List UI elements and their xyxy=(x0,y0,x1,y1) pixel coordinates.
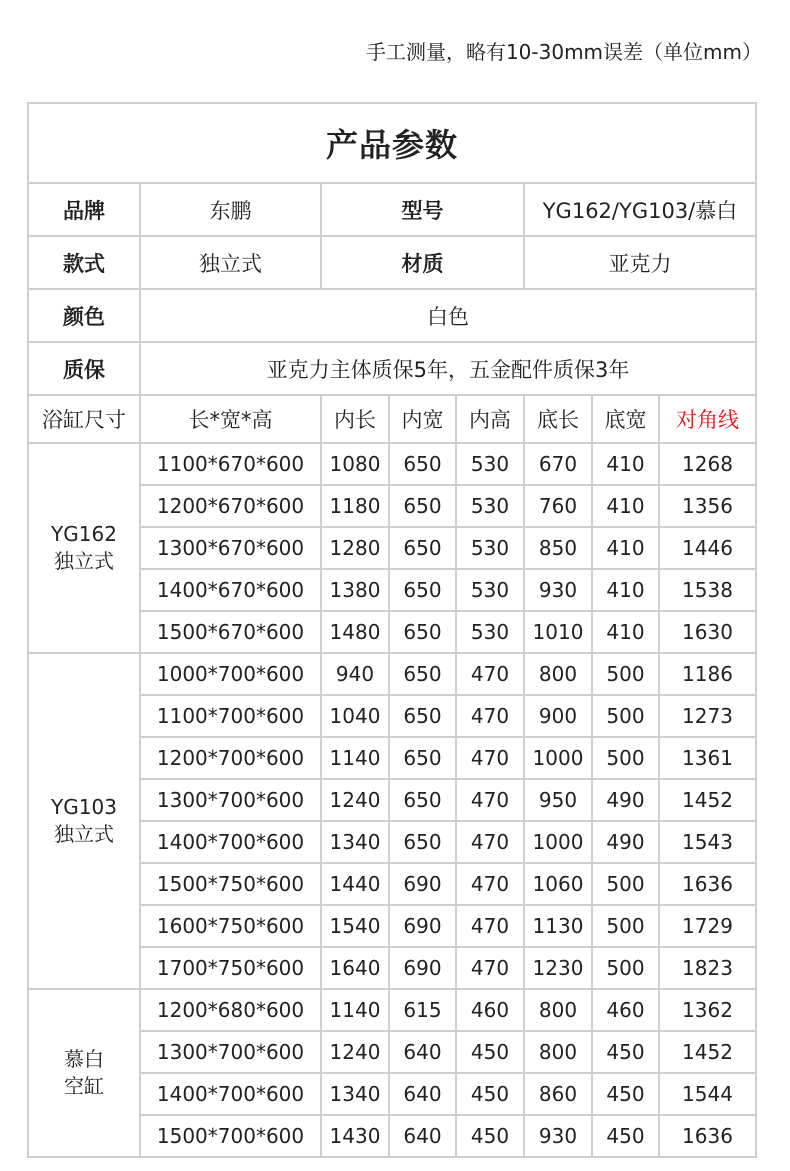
diagonal-cell: 1186 xyxy=(659,653,756,695)
dimensions-cell: 1400*670*600 xyxy=(140,569,321,611)
inner-height-cell: 530 xyxy=(456,527,524,569)
base-length-cell: 1130 xyxy=(524,905,592,947)
inner-width-cell: 650 xyxy=(389,527,456,569)
inner-height-cell: 470 xyxy=(456,947,524,989)
diagonal-cell: 1268 xyxy=(659,443,756,485)
measurement-note: 手工测量，略有10-30mm误差（单位mm） xyxy=(365,40,762,64)
color-value: 白色 xyxy=(140,289,756,342)
base-width-cell: 450 xyxy=(592,1115,659,1157)
inner-length-cell: 1240 xyxy=(321,1031,389,1073)
inner-width-cell: 690 xyxy=(389,905,456,947)
inner-width-cell: 650 xyxy=(389,695,456,737)
diagonal-cell: 1538 xyxy=(659,569,756,611)
diagonal-cell: 1273 xyxy=(659,695,756,737)
model-label: 型号 xyxy=(321,183,524,236)
inner-height-cell: 530 xyxy=(456,611,524,653)
diagonal-cell: 1362 xyxy=(659,989,756,1031)
base-width-cell: 410 xyxy=(592,569,659,611)
base-length-cell: 1060 xyxy=(524,863,592,905)
base-width-cell: 490 xyxy=(592,821,659,863)
diagonal-cell: 1729 xyxy=(659,905,756,947)
inner-length-cell: 1280 xyxy=(321,527,389,569)
inner-width-cell: 640 xyxy=(389,1115,456,1157)
base-width-cell: 500 xyxy=(592,947,659,989)
base-width-cell: 500 xyxy=(592,863,659,905)
diagonal-cell: 1361 xyxy=(659,737,756,779)
base-length-cell: 800 xyxy=(524,989,592,1031)
header-diagonal: 对角线 xyxy=(659,395,756,443)
brand-label: 品牌 xyxy=(28,183,140,236)
base-length-cell: 950 xyxy=(524,779,592,821)
inner-length-cell: 1340 xyxy=(321,1073,389,1115)
diagonal-cell: 1544 xyxy=(659,1073,756,1115)
inner-length-cell: 1140 xyxy=(321,989,389,1031)
dimensions-cell: 1000*700*600 xyxy=(140,653,321,695)
model-group-type: 独立式 xyxy=(54,822,114,846)
model-group-type: 空缸 xyxy=(64,1074,104,1098)
inner-width-cell: 650 xyxy=(389,779,456,821)
model-group-type: 独立式 xyxy=(54,549,114,573)
inner-height-cell: 450 xyxy=(456,1073,524,1115)
material-label: 材质 xyxy=(321,236,524,289)
style-value: 独立式 xyxy=(140,236,321,289)
warranty-value: 亚克力主体质保5年，五金配件质保3年 xyxy=(140,342,756,395)
dimensions-cell: 1600*750*600 xyxy=(140,905,321,947)
inner-length-cell: 1140 xyxy=(321,737,389,779)
table-row xyxy=(28,653,756,695)
inner-length-cell: 1240 xyxy=(321,779,389,821)
base-length-cell: 800 xyxy=(524,1031,592,1073)
base-width-cell: 410 xyxy=(592,611,659,653)
brand-value: 东鹏 xyxy=(140,183,321,236)
base-length-cell: 800 xyxy=(524,653,592,695)
model-group-name: 慕白 xyxy=(64,1047,104,1071)
inner-height-cell: 470 xyxy=(456,863,524,905)
inner-height-cell: 470 xyxy=(456,779,524,821)
base-width-cell: 460 xyxy=(592,989,659,1031)
base-width-cell: 500 xyxy=(592,737,659,779)
inner-height-cell: 470 xyxy=(456,905,524,947)
inner-length-cell: 1340 xyxy=(321,821,389,863)
table-row xyxy=(28,989,756,1031)
base-width-cell: 490 xyxy=(592,779,659,821)
model-group-label xyxy=(28,653,140,989)
dimensions-cell: 1200*700*600 xyxy=(140,737,321,779)
dimensions-cell: 1300*670*600 xyxy=(140,527,321,569)
inner-width-cell: 650 xyxy=(389,821,456,863)
inner-length-cell: 1180 xyxy=(321,485,389,527)
inner-width-cell: 690 xyxy=(389,863,456,905)
dimensions-cell: 1700*750*600 xyxy=(140,947,321,989)
inner-width-cell: 650 xyxy=(389,653,456,695)
table-title: 产品参数 xyxy=(28,103,756,183)
table-row xyxy=(28,443,756,485)
inner-width-cell: 640 xyxy=(389,1073,456,1115)
diagonal-cell: 1452 xyxy=(659,1031,756,1073)
diagonal-cell: 1636 xyxy=(659,863,756,905)
base-length-cell: 1230 xyxy=(524,947,592,989)
size-header-row xyxy=(28,395,756,443)
base-width-cell: 410 xyxy=(592,485,659,527)
inner-width-cell: 640 xyxy=(389,1031,456,1073)
inner-length-cell: 1430 xyxy=(321,1115,389,1157)
base-width-cell: 500 xyxy=(592,905,659,947)
inner-height-cell: 530 xyxy=(456,485,524,527)
inner-length-cell: 1640 xyxy=(321,947,389,989)
model-group-name: YG162 xyxy=(51,522,117,546)
inner-width-cell: 650 xyxy=(389,443,456,485)
header-inner-length: 内长 xyxy=(321,395,389,443)
diagonal-cell: 1446 xyxy=(659,527,756,569)
style-label: 款式 xyxy=(28,236,140,289)
dimensions-cell: 1500*750*600 xyxy=(140,863,321,905)
base-width-cell: 410 xyxy=(592,443,659,485)
diagonal-cell: 1543 xyxy=(659,821,756,863)
dimensions-cell: 1500*700*600 xyxy=(140,1115,321,1157)
inner-height-cell: 450 xyxy=(456,1031,524,1073)
inner-length-cell: 1440 xyxy=(321,863,389,905)
inner-height-cell: 460 xyxy=(456,989,524,1031)
header-base-length: 底长 xyxy=(524,395,592,443)
header-dimensions: 长*宽*高 xyxy=(140,395,321,443)
inner-height-cell: 530 xyxy=(456,443,524,485)
diagonal-cell: 1823 xyxy=(659,947,756,989)
base-length-cell: 670 xyxy=(524,443,592,485)
color-label: 颜色 xyxy=(28,289,140,342)
header-base-width: 底宽 xyxy=(592,395,659,443)
diagonal-cell: 1636 xyxy=(659,1115,756,1157)
dimensions-cell: 1200*680*600 xyxy=(140,989,321,1031)
inner-length-cell: 1040 xyxy=(321,695,389,737)
dimensions-cell: 1300*700*600 xyxy=(140,779,321,821)
diagonal-cell: 1630 xyxy=(659,611,756,653)
base-width-cell: 500 xyxy=(592,695,659,737)
warranty-label: 质保 xyxy=(28,342,140,395)
base-length-cell: 930 xyxy=(524,569,592,611)
dimensions-cell: 1400*700*600 xyxy=(140,821,321,863)
diagonal-cell: 1452 xyxy=(659,779,756,821)
inner-height-cell: 470 xyxy=(456,821,524,863)
dimensions-cell: 1300*700*600 xyxy=(140,1031,321,1073)
dimensions-cell: 1100*700*600 xyxy=(140,695,321,737)
material-value: 亚克力 xyxy=(524,236,756,289)
inner-width-cell: 690 xyxy=(389,947,456,989)
inner-width-cell: 650 xyxy=(389,485,456,527)
inner-length-cell: 1380 xyxy=(321,569,389,611)
base-length-cell: 900 xyxy=(524,695,592,737)
base-length-cell: 930 xyxy=(524,1115,592,1157)
base-length-cell: 1000 xyxy=(524,737,592,779)
diagonal-cell: 1356 xyxy=(659,485,756,527)
inner-height-cell: 530 xyxy=(456,569,524,611)
inner-height-cell: 470 xyxy=(456,653,524,695)
inner-width-cell: 650 xyxy=(389,611,456,653)
inner-length-cell: 1540 xyxy=(321,905,389,947)
model-value: YG162/YG103/慕白 xyxy=(524,183,756,236)
inner-length-cell: 1080 xyxy=(321,443,389,485)
base-width-cell: 500 xyxy=(592,653,659,695)
base-length-cell: 760 xyxy=(524,485,592,527)
dimensions-cell: 1400*700*600 xyxy=(140,1073,321,1115)
inner-height-cell: 450 xyxy=(456,1115,524,1157)
inner-length-cell: 1480 xyxy=(321,611,389,653)
model-group-label xyxy=(28,443,140,653)
inner-width-cell: 650 xyxy=(389,737,456,779)
model-group-label xyxy=(28,989,140,1157)
inner-width-cell: 650 xyxy=(389,569,456,611)
base-width-cell: 450 xyxy=(592,1073,659,1115)
product-params-table xyxy=(27,102,757,1158)
header-inner-width: 内宽 xyxy=(389,395,456,443)
base-width-cell: 450 xyxy=(592,1031,659,1073)
inner-height-cell: 470 xyxy=(456,695,524,737)
inner-length-cell: 940 xyxy=(321,653,389,695)
inner-width-cell: 615 xyxy=(389,989,456,1031)
base-length-cell: 1000 xyxy=(524,821,592,863)
dimensions-cell: 1200*670*600 xyxy=(140,485,321,527)
dimensions-cell: 1100*670*600 xyxy=(140,443,321,485)
base-length-cell: 860 xyxy=(524,1073,592,1115)
base-length-cell: 850 xyxy=(524,527,592,569)
dimensions-cell: 1500*670*600 xyxy=(140,611,321,653)
header-inner-height: 内高 xyxy=(456,395,524,443)
model-group-name: YG103 xyxy=(51,795,117,819)
base-width-cell: 410 xyxy=(592,527,659,569)
inner-height-cell: 470 xyxy=(456,737,524,779)
base-length-cell: 1010 xyxy=(524,611,592,653)
header-bathtub-size: 浴缸尺寸 xyxy=(28,395,140,443)
